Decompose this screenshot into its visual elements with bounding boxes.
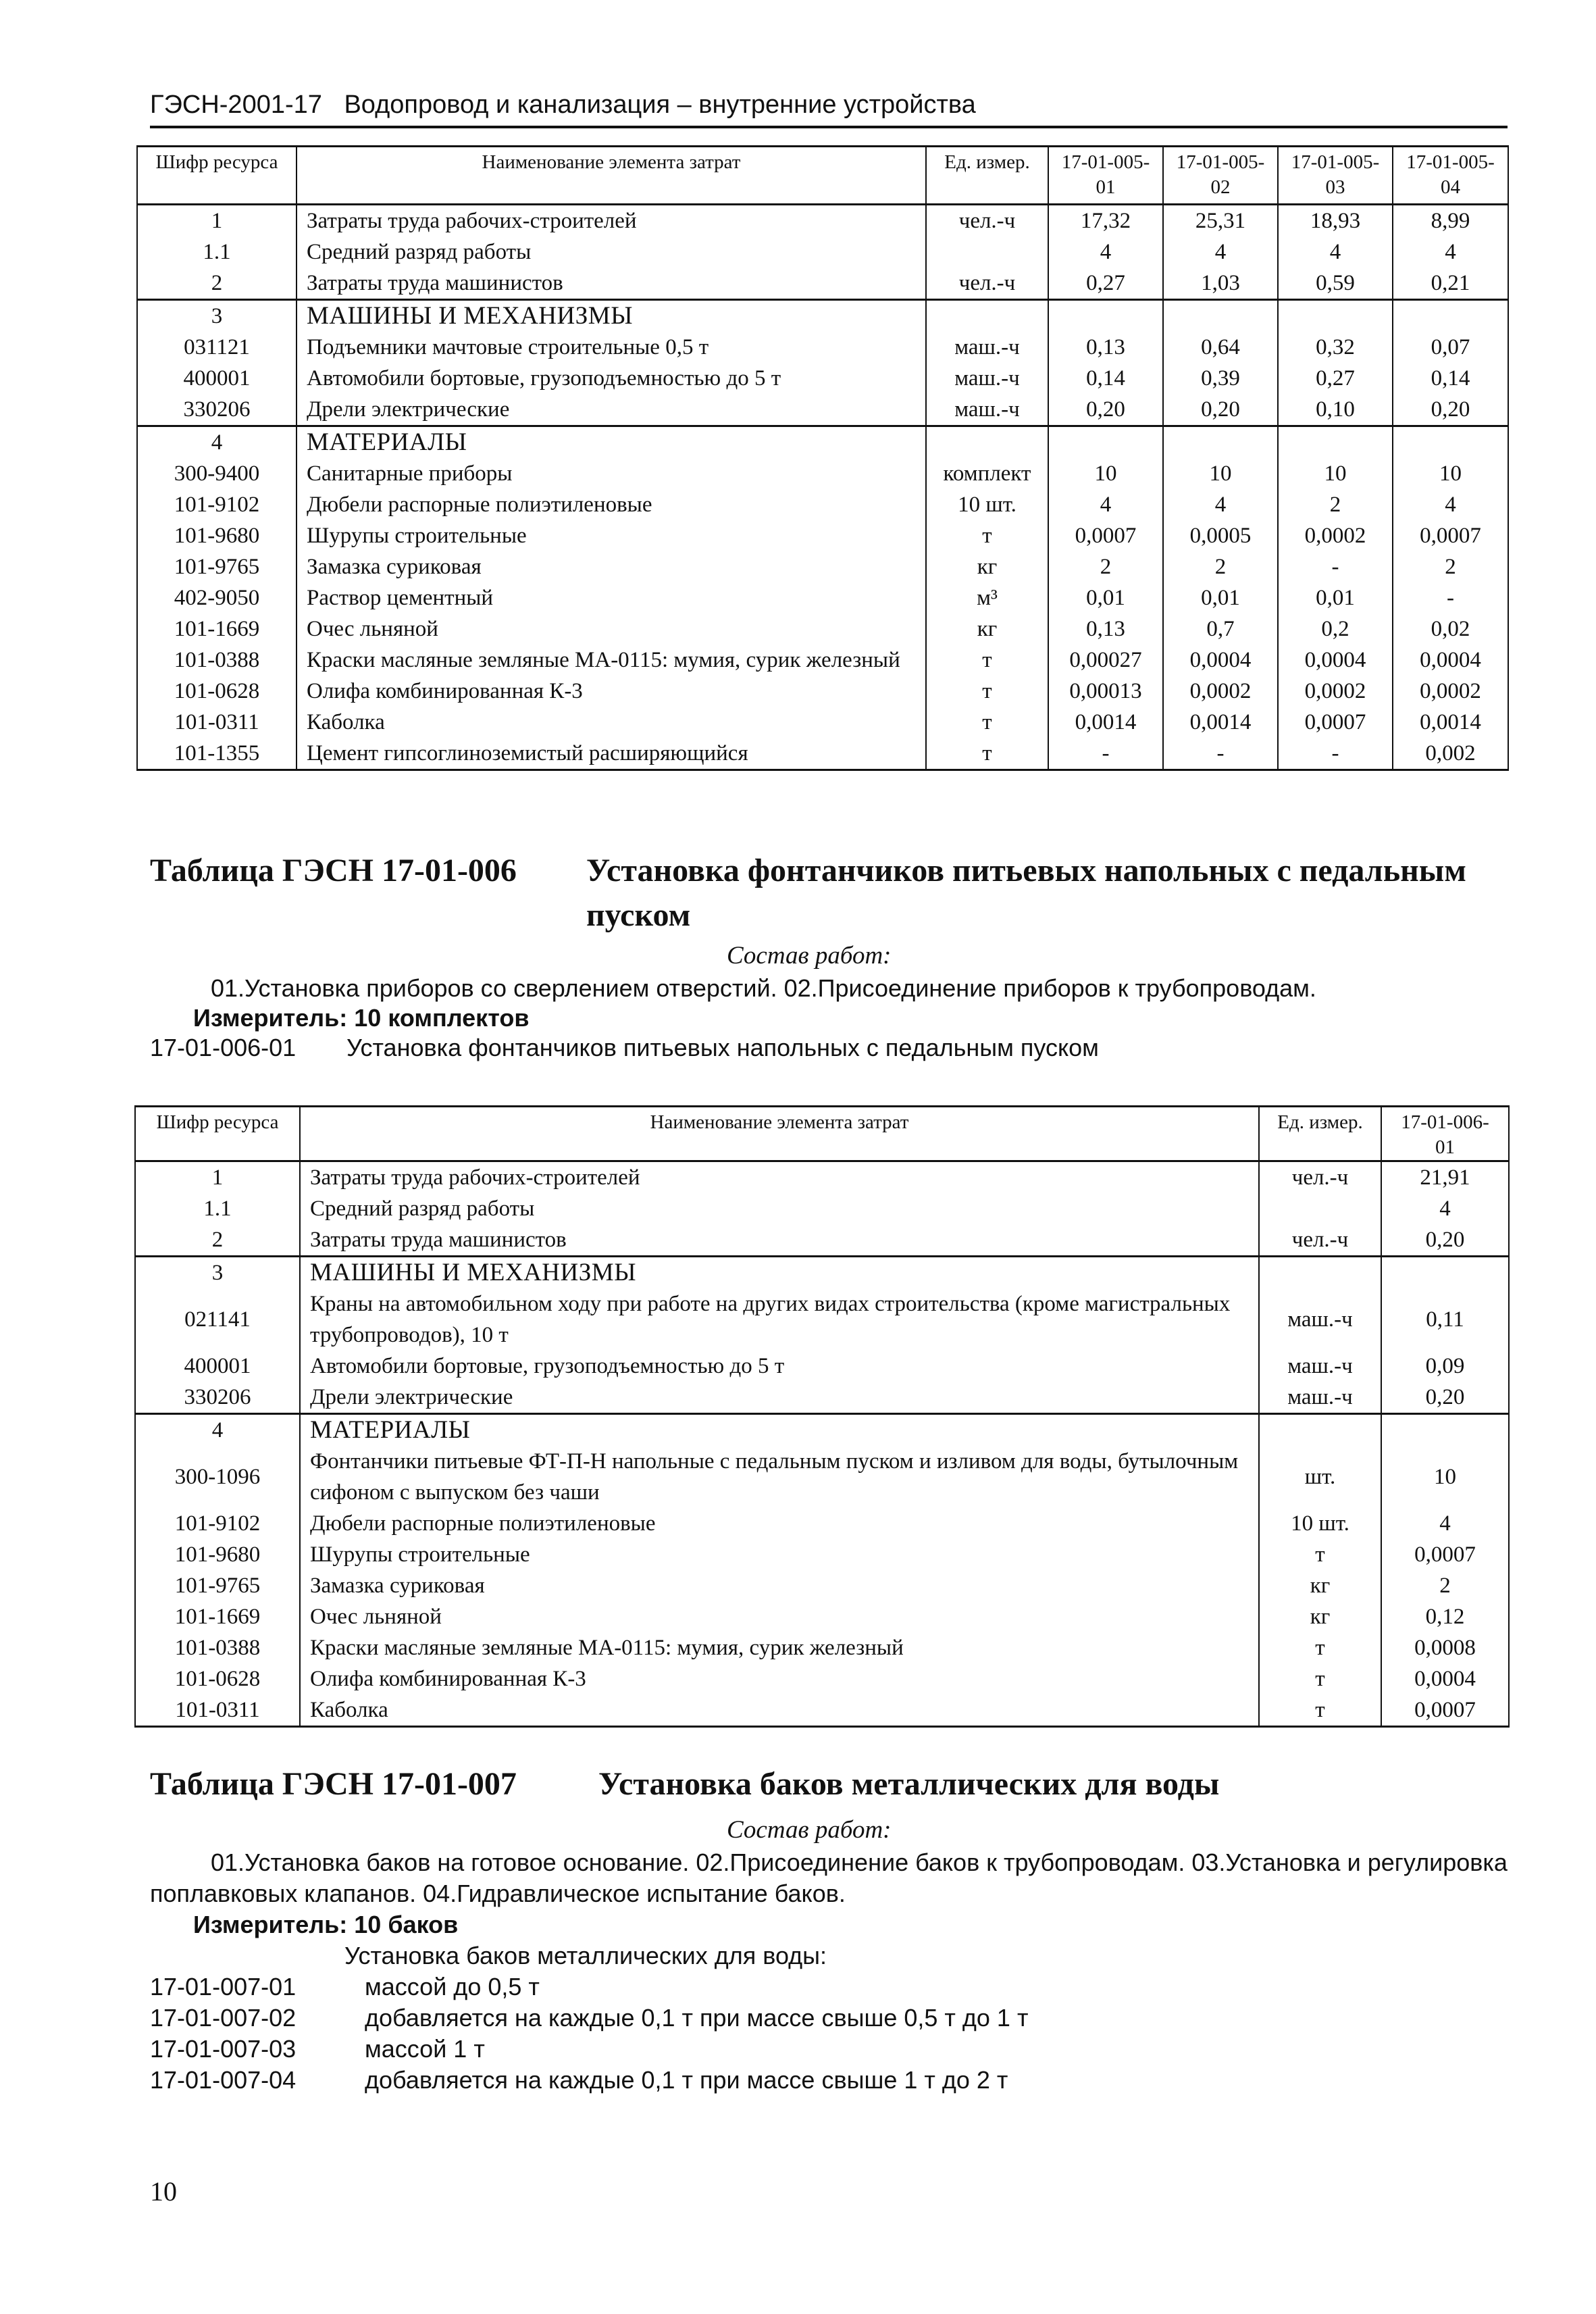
cell-norm-value: 0,27 — [1048, 268, 1163, 300]
cell-resource-code: 101-0628 — [135, 1663, 300, 1694]
cell-norm-value: 0,0007 — [1393, 520, 1508, 551]
cell-resource-code: 101-0311 — [137, 707, 297, 738]
cell-norm-value: 0,0004 — [1163, 645, 1278, 676]
table-label: Таблица ГЭСН 17-01-007 — [150, 1766, 517, 1802]
cell-resource-code: 101-0628 — [137, 676, 297, 707]
position-code: 17-01-007-01 — [150, 1973, 297, 2001]
cell-unit: кг — [926, 613, 1048, 645]
cell-unit: 10 шт. — [1259, 1508, 1381, 1539]
cell-norm-value: 18,93 — [1278, 205, 1393, 237]
cell-norm-value: 0,20 — [1163, 394, 1278, 426]
col-header-name: Наименование элемента затрат — [300, 1107, 1259, 1161]
cell-cost-item: Затраты труда машинистов — [300, 1224, 1259, 1257]
cell-norm-value: 0,14 — [1048, 363, 1163, 394]
cell-section-heading: МАШИНЫ И МЕХАНИЗМЫ — [297, 300, 926, 332]
table-row — [135, 1414, 1509, 1447]
cell-norm-value — [1381, 1257, 1509, 1289]
cell-norm-value: 0,0004 — [1393, 645, 1508, 676]
position-text: массой 1 т — [365, 2035, 485, 2063]
cell-norm-value: 4 — [1048, 489, 1163, 520]
position-code: 17-01-007-04 — [150, 2066, 297, 2094]
table-row — [135, 1382, 1509, 1414]
cell-resource-code: 3 — [135, 1257, 300, 1289]
cell-resource-code: 101-1355 — [137, 738, 297, 770]
cell-cost-item: Шурупы строительные — [300, 1539, 1259, 1570]
cell-cost-item: Каболка — [300, 1694, 1259, 1727]
position-text: массой до 0,5 т — [365, 1973, 540, 2001]
cell-resource-code: 101-0311 — [135, 1694, 300, 1727]
header-rule — [150, 126, 1508, 128]
cell-cost-item: Автомобили бортовые, грузоподъемностью до 5 т — [297, 363, 926, 394]
cell-unit — [926, 300, 1048, 332]
cell-norm-value: 0,13 — [1048, 332, 1163, 363]
cell-resource-code: 400001 — [137, 363, 297, 394]
cell-unit: т — [1259, 1632, 1381, 1663]
table-row — [137, 268, 1508, 300]
cell-resource-code: 101-9102 — [137, 489, 297, 520]
cell-resource-code: 101-1669 — [135, 1601, 300, 1632]
table-header-row — [135, 1107, 1509, 1161]
table-row — [135, 1601, 1509, 1632]
resource-table-17-01-006 — [134, 1105, 1510, 1728]
cell-unit: кг — [926, 551, 1048, 582]
cell-unit: чел.-ч — [926, 205, 1048, 237]
running-header — [150, 89, 1508, 120]
cell-resource-code: 101-9765 — [137, 551, 297, 582]
table-heading: Установка фонтанчиков питьевых напольных с педальным пуском — [586, 853, 1466, 933]
cell-norm-value: 10 — [1278, 458, 1393, 489]
cell-resource-code: 021141 — [135, 1288, 300, 1351]
cell-norm-value — [1278, 426, 1393, 459]
positions-intro: Установка баков металлических для воды: — [344, 1942, 827, 1969]
table-row — [135, 1539, 1509, 1570]
cell-norm-value — [1393, 426, 1508, 459]
table-row — [135, 1351, 1509, 1382]
cell-norm-value: 0,02 — [1393, 613, 1508, 645]
table-row — [135, 1193, 1509, 1224]
table-row — [137, 458, 1508, 489]
cell-cost-item: Шурупы строительные — [297, 520, 926, 551]
cell-norm-value: 17,32 — [1048, 205, 1163, 237]
cell-cost-item: Дрели электрические — [297, 394, 926, 426]
table-row — [137, 205, 1508, 237]
cell-resource-code: 101-9765 — [135, 1570, 300, 1601]
cell-cost-item: Очес льняной — [300, 1601, 1259, 1632]
cell-norm-value: 0,0002 — [1278, 676, 1393, 707]
cell-norm-value: 0,20 — [1393, 394, 1508, 426]
cell-cost-item: Дюбели распорные полиэтиленовые — [297, 489, 926, 520]
col-header-norm: 17-01-005-03 — [1278, 147, 1393, 205]
cell-norm-value: 0,20 — [1048, 394, 1163, 426]
cell-norm-value: 0,20 — [1381, 1224, 1509, 1257]
cell-norm-value: 0,0007 — [1381, 1694, 1509, 1727]
work-composition-label: Состав работ: — [727, 1816, 892, 1844]
table-row — [135, 1446, 1509, 1508]
cell-unit — [926, 236, 1048, 268]
col-header-code: Шифр ресурса — [135, 1107, 300, 1161]
cell-resource-code: 101-9680 — [137, 520, 297, 551]
cell-cost-item: Каболка — [297, 707, 926, 738]
cell-norm-value: 0,27 — [1278, 363, 1393, 394]
table-row — [137, 551, 1508, 582]
cell-cost-item: Раствор цементный — [297, 582, 926, 613]
cell-norm-value — [1163, 300, 1278, 332]
cell-unit: маш.-ч — [1259, 1288, 1381, 1351]
cell-norm-value: 4 — [1393, 236, 1508, 268]
cell-norm-value: 0,01 — [1163, 582, 1278, 613]
cell-norm-value: 0,00027 — [1048, 645, 1163, 676]
cell-unit: маш.-ч — [926, 332, 1048, 363]
cell-norm-value: 4 — [1163, 489, 1278, 520]
cell-norm-value: 0,7 — [1163, 613, 1278, 645]
cell-resource-code: 300-1096 — [135, 1446, 300, 1508]
cell-cost-item: Дрели электрические — [300, 1382, 1259, 1414]
col-header-name: Наименование элемента затрат — [297, 147, 926, 205]
work-composition-label: Состав работ: — [727, 942, 892, 970]
table-row — [135, 1570, 1509, 1601]
cell-norm-value: 0,12 — [1381, 1601, 1509, 1632]
cell-norm-value: 1,03 — [1163, 268, 1278, 300]
cell-norm-value: 4 — [1381, 1508, 1509, 1539]
cell-section-heading: МАТЕРИАЛЫ — [297, 426, 926, 459]
table-row — [137, 426, 1508, 459]
cell-norm-value: 25,31 — [1163, 205, 1278, 237]
cell-cost-item: Олифа комбинированная К-3 — [297, 676, 926, 707]
cell-resource-code: 330206 — [137, 394, 297, 426]
cell-unit — [1259, 1257, 1381, 1289]
table-row — [135, 1508, 1509, 1539]
cell-norm-value — [1048, 426, 1163, 459]
col-header-code: Шифр ресурса — [137, 147, 297, 205]
cell-resource-code: 101-0388 — [135, 1632, 300, 1663]
cell-resource-code: 4 — [137, 426, 297, 459]
cell-norm-value — [1381, 1414, 1509, 1447]
page-number: 10 — [150, 2176, 177, 2207]
table-row — [137, 738, 1508, 770]
table-row — [135, 1257, 1509, 1289]
cell-norm-value — [1163, 426, 1278, 459]
cell-norm-value: 2 — [1278, 489, 1393, 520]
table-row — [135, 1632, 1509, 1663]
cell-norm-value: 8,99 — [1393, 205, 1508, 237]
cell-norm-value: 0,0014 — [1393, 707, 1508, 738]
cell-cost-item: Средний разряд работы — [300, 1193, 1259, 1224]
cell-norm-value: 0,0004 — [1381, 1663, 1509, 1694]
cell-unit: маш.-ч — [1259, 1382, 1381, 1414]
cell-norm-value: 0,0002 — [1163, 676, 1278, 707]
cell-unit: т — [1259, 1539, 1381, 1570]
position-text: добавляется на каждые 0,1 т при массе свыше 0,5 т до 1 т — [365, 2004, 1029, 2032]
cell-norm-value: - — [1278, 738, 1393, 770]
cell-norm-value: 0,64 — [1163, 332, 1278, 363]
table-row — [137, 613, 1508, 645]
cell-resource-code: 402-9050 — [137, 582, 297, 613]
cell-resource-code: 1 — [135, 1161, 300, 1194]
cell-norm-value: 0,0005 — [1163, 520, 1278, 551]
cell-norm-value: 0,59 — [1278, 268, 1393, 300]
cell-resource-code: 300-9400 — [137, 458, 297, 489]
table-row — [135, 1663, 1509, 1694]
table-row — [135, 1224, 1509, 1257]
cell-norm-value: - — [1163, 738, 1278, 770]
cell-resource-code: 101-9102 — [135, 1508, 300, 1539]
cell-norm-value: 0,32 — [1278, 332, 1393, 363]
position-code: 17-01-006-01 — [150, 1034, 297, 1061]
cell-cost-item: Краны на автомобильном ходу при работе на других видах строительства (кроме магистральных трубопроводов), 10 т — [300, 1288, 1259, 1351]
cell-norm-value: 4 — [1278, 236, 1393, 268]
measure-unit: Измеритель: 10 комплектов — [193, 1004, 530, 1032]
cell-resource-code: 3 — [137, 300, 297, 332]
col-header-norm: 17-01-005-01 — [1048, 147, 1163, 205]
cell-norm-value: 21,91 — [1381, 1161, 1509, 1194]
cell-norm-value: 0,07 — [1393, 332, 1508, 363]
table-row — [137, 489, 1508, 520]
cell-resource-code: 101-1669 — [137, 613, 297, 645]
cell-norm-value: 0,01 — [1048, 582, 1163, 613]
cell-norm-value: 0,00013 — [1048, 676, 1163, 707]
cell-norm-value: 0,002 — [1393, 738, 1508, 770]
cell-resource-code: 2 — [135, 1224, 300, 1257]
header-code: ГЭСН-2001-17 — [150, 91, 322, 119]
cell-norm-value: 2 — [1381, 1570, 1509, 1601]
position-code: 17-01-007-03 — [150, 2035, 297, 2063]
cell-unit: маш.-ч — [926, 363, 1048, 394]
cell-norm-value — [1393, 300, 1508, 332]
cell-norm-value: 4 — [1393, 489, 1508, 520]
cell-unit: шт. — [1259, 1446, 1381, 1508]
resource-table-17-01-005 — [136, 145, 1509, 771]
cell-norm-value: 0,0007 — [1381, 1539, 1509, 1570]
cell-norm-value: 0,0002 — [1393, 676, 1508, 707]
table-title-006 — [150, 849, 1508, 943]
cell-norm-value: 0,20 — [1381, 1382, 1509, 1414]
cell-norm-value: - — [1048, 738, 1163, 770]
cell-norm-value: 0,0014 — [1048, 707, 1163, 738]
cell-cost-item: Затраты труда рабочих-строителей — [300, 1161, 1259, 1194]
cell-norm-value: 0,0004 — [1278, 645, 1393, 676]
table-row — [137, 394, 1508, 426]
cell-unit: м³ — [926, 582, 1048, 613]
cell-norm-value: 2 — [1393, 551, 1508, 582]
table-header-row — [137, 147, 1508, 205]
cell-cost-item: Санитарные приборы — [297, 458, 926, 489]
cell-norm-value: 0,0002 — [1278, 520, 1393, 551]
cell-resource-code: 031121 — [137, 332, 297, 363]
cell-cost-item: Средний разряд работы — [297, 236, 926, 268]
table-row — [135, 1694, 1509, 1727]
table-row — [135, 1288, 1509, 1351]
cell-resource-code: 1 — [137, 205, 297, 237]
cell-norm-value: 0,0007 — [1278, 707, 1393, 738]
cell-norm-value: 0,14 — [1393, 363, 1508, 394]
cell-norm-value: 0,0008 — [1381, 1632, 1509, 1663]
table-row — [135, 1161, 1509, 1194]
measure-unit: Измеритель: 10 баков — [193, 1911, 459, 1938]
cell-cost-item: Цемент гипсоглиноземистый расширяющийся — [297, 738, 926, 770]
cell-cost-item: Олифа комбинированная К-3 — [300, 1663, 1259, 1694]
cell-cost-item: Подъемники мачтовые строительные 0,5 т — [297, 332, 926, 363]
cell-resource-code: 330206 — [135, 1382, 300, 1414]
cell-resource-code: 4 — [135, 1414, 300, 1447]
cell-unit: 10 шт. — [926, 489, 1048, 520]
cell-resource-code: 400001 — [135, 1351, 300, 1382]
cell-unit: т — [926, 738, 1048, 770]
cell-unit — [1259, 1414, 1381, 1447]
cell-norm-value: 0,13 — [1048, 613, 1163, 645]
col-header-norm: 17-01-005-04 — [1393, 147, 1508, 205]
cell-unit: т — [926, 520, 1048, 551]
cell-norm-value: 2 — [1163, 551, 1278, 582]
cell-unit: т — [1259, 1694, 1381, 1727]
table-heading: Установка баков металлических для воды — [598, 1766, 1220, 1802]
cell-norm-value: 4 — [1163, 236, 1278, 268]
cell-norm-value: 10 — [1163, 458, 1278, 489]
work-composition-text: 01.Установка баков на готовое основание. 02.Присоединение баков к трубопроводам. 03.Установка и регулировка поплавковых клапанов. 04.Гидравлическое испытание баков. — [150, 1848, 1508, 1907]
cell-section-heading: МАШИНЫ И МЕХАНИЗМЫ — [300, 1257, 1259, 1289]
cell-cost-item: Очес льняной — [297, 613, 926, 645]
cell-unit: т — [926, 707, 1048, 738]
cell-section-heading: МАТЕРИАЛЫ — [300, 1414, 1259, 1447]
cell-norm-value: 0,11 — [1381, 1288, 1509, 1351]
cell-cost-item: Замазка суриковая — [297, 551, 926, 582]
cell-cost-item: Затраты труда рабочих-строителей — [297, 205, 926, 237]
cell-unit: маш.-ч — [1259, 1351, 1381, 1382]
table-row — [137, 520, 1508, 551]
cell-cost-item: Краски масляные земляные МА-0115: мумия, сурик железный — [300, 1632, 1259, 1663]
cell-resource-code: 1.1 — [137, 236, 297, 268]
cell-norm-value: - — [1393, 582, 1508, 613]
cell-unit: т — [926, 645, 1048, 676]
cell-norm-value: 4 — [1048, 236, 1163, 268]
cell-cost-item: Краски масляные земляные МА-0115: мумия, сурик железный — [297, 645, 926, 676]
cell-norm-value: 0,0014 — [1163, 707, 1278, 738]
cell-norm-value: 0,09 — [1381, 1351, 1509, 1382]
cell-cost-item: Замазка суриковая — [300, 1570, 1259, 1601]
cell-cost-item: Затраты труда машинистов — [297, 268, 926, 300]
cell-unit: кг — [1259, 1570, 1381, 1601]
cell-cost-item: Фонтанчики питьевые ФТ-П-Н напольные с педальным пуском и изливом для воды, бутылочным сифоном с выпуском без чаши — [300, 1446, 1259, 1508]
cell-norm-value: - — [1278, 551, 1393, 582]
table-row — [137, 300, 1508, 332]
table-row — [137, 676, 1508, 707]
table-row — [137, 236, 1508, 268]
table-label: Таблица ГЭСН 17-01-006 — [150, 853, 517, 888]
cell-unit: т — [1259, 1663, 1381, 1694]
cell-unit — [1259, 1193, 1381, 1224]
cell-norm-value: 10 — [1048, 458, 1163, 489]
cell-norm-value: 0,01 — [1278, 582, 1393, 613]
cell-unit: чел.-ч — [1259, 1224, 1381, 1257]
cell-norm-value: 4 — [1381, 1193, 1509, 1224]
position-text: добавляется на каждые 0,1 т при массе свыше 1 т до 2 т — [365, 2066, 1008, 2094]
cell-unit: чел.-ч — [1259, 1161, 1381, 1194]
work-composition-text: 01.Установка приборов со сверлением отверстий. 02.Присоединение приборов к трубопроводам. — [211, 974, 1316, 1002]
cell-resource-code: 1.1 — [135, 1193, 300, 1224]
cell-unit — [926, 426, 1048, 459]
cell-norm-value: 0,21 — [1393, 268, 1508, 300]
table-title-007 — [150, 1762, 1508, 1809]
cell-resource-code: 101-9680 — [135, 1539, 300, 1570]
cell-norm-value: 10 — [1393, 458, 1508, 489]
cell-unit: кг — [1259, 1601, 1381, 1632]
cell-unit: комплект — [926, 458, 1048, 489]
header-title: Водопровод и канализация – внутренние устройства — [344, 91, 976, 119]
cell-norm-value — [1278, 300, 1393, 332]
cell-norm-value: 0,0007 — [1048, 520, 1163, 551]
cell-norm-value — [1048, 300, 1163, 332]
cell-norm-value: 0,2 — [1278, 613, 1393, 645]
cell-norm-value: 10 — [1381, 1446, 1509, 1508]
table-row — [137, 332, 1508, 363]
cell-cost-item: Дюбели распорные полиэтиленовые — [300, 1508, 1259, 1539]
table-row — [137, 363, 1508, 394]
table-row — [137, 582, 1508, 613]
cell-resource-code: 2 — [137, 268, 297, 300]
table-row — [137, 645, 1508, 676]
col-header-unit: Ед. измер. — [1259, 1107, 1381, 1161]
col-header-unit: Ед. измер. — [926, 147, 1048, 205]
position-code: 17-01-007-02 — [150, 2004, 297, 2032]
cell-norm-value: 2 — [1048, 551, 1163, 582]
col-header-norm: 17-01-005-02 — [1163, 147, 1278, 205]
cell-unit: чел.-ч — [926, 268, 1048, 300]
position-text: Установка фонтанчиков питьевых напольных с педальным пуском — [346, 1034, 1099, 1061]
cell-cost-item: Автомобили бортовые, грузоподъемностью до 5 т — [300, 1351, 1259, 1382]
table-row — [137, 707, 1508, 738]
cell-norm-value: 0,39 — [1163, 363, 1278, 394]
cell-norm-value: 0,10 — [1278, 394, 1393, 426]
col-header-norm: 17-01-006-01 — [1381, 1107, 1509, 1161]
cell-resource-code: 101-0388 — [137, 645, 297, 676]
cell-unit: маш.-ч — [926, 394, 1048, 426]
cell-unit: т — [926, 676, 1048, 707]
